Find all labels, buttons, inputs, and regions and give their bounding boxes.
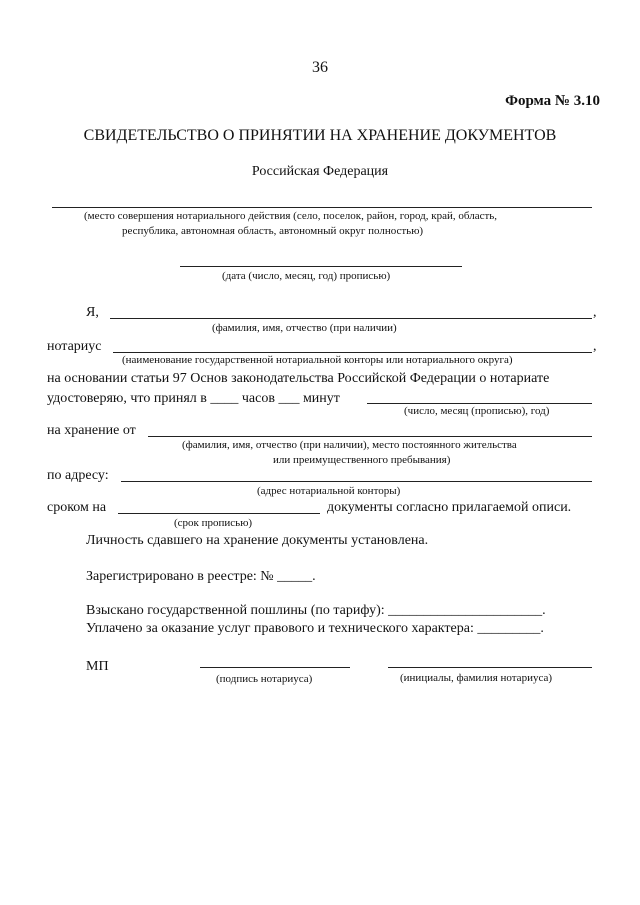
place-field[interactable]: [52, 207, 592, 208]
form-number: Форма № 3.10: [505, 93, 600, 109]
place-caption-line2: республика, автономная область, автономный округ полностью): [122, 225, 424, 237]
fio-caption: (фамилия, имя, отчество (при наличии): [212, 322, 397, 334]
depositor-caption-line1: (фамилия, имя, отчество (при наличии), место постоянного жительства: [182, 439, 517, 451]
page-number: 36: [312, 59, 328, 76]
i-label: Я,: [86, 305, 99, 320]
depositor-field[interactable]: [148, 436, 592, 437]
address-label: по адресу:: [47, 468, 109, 483]
term-field[interactable]: [118, 513, 320, 514]
paid-text: Уплачено за оказание услуг правового и технического характера: _________.: [86, 621, 544, 636]
term-tail: документы согласно прилагаемой описи.: [327, 500, 572, 515]
certify-text: удостоверяю, что принял в ____ часов ___ минут: [47, 391, 340, 406]
notary-fio-field[interactable]: [110, 318, 592, 319]
place-caption-line1: (место совершения нотариального действия (село, поселок, район, город, край, область,: [84, 210, 498, 222]
term-label: сроком на: [47, 500, 107, 515]
signature-field[interactable]: [200, 667, 350, 668]
date-caption: (дата (число, месяц, год) прописью): [222, 270, 391, 282]
acceptance-date-field[interactable]: [367, 403, 592, 404]
fio-comma: ,: [593, 305, 597, 320]
address-caption: (адрес нотариальной конторы): [257, 485, 401, 497]
notary-label: нотариус: [47, 339, 102, 354]
identity-text: Личность сдавшего на хранение документы установлена.: [86, 533, 429, 548]
initials-field[interactable]: [388, 667, 592, 668]
country-name: Российская Федерация: [251, 164, 389, 179]
signature-caption: (подпись нотариуса): [216, 673, 313, 685]
notary-office-field[interactable]: [113, 352, 592, 353]
depositor-caption-line2: или преимущественного пребывания): [273, 454, 451, 466]
address-field[interactable]: [121, 481, 592, 482]
initials-caption: (инициалы, фамилия нотариуса): [400, 672, 553, 684]
notary-caption: (наименование государственной нотариальной конторы или нотариального округа): [122, 354, 513, 366]
office-comma: ,: [593, 339, 597, 354]
registry-text: Зарегистрировано в реестре: № _____.: [86, 569, 316, 584]
date-field[interactable]: [180, 266, 462, 267]
fee-text: Взыскано государственной пошлины (по тарифу): ______________________.: [86, 603, 546, 618]
seal-label: МП: [86, 659, 109, 674]
document-title: СВИДЕТЕЛЬСТВО О ПРИНЯТИИ НА ХРАНЕНИЕ ДОКУМЕНТОВ: [83, 127, 557, 144]
term-caption: (срок прописью): [174, 517, 253, 529]
basis-text: на основании статьи 97 Основ законодательства Российской Федерации о нотариате: [47, 371, 550, 386]
date-words-caption: (число, месяц (прописью), год): [404, 405, 550, 417]
storage-from-label: на хранение от: [47, 423, 136, 438]
